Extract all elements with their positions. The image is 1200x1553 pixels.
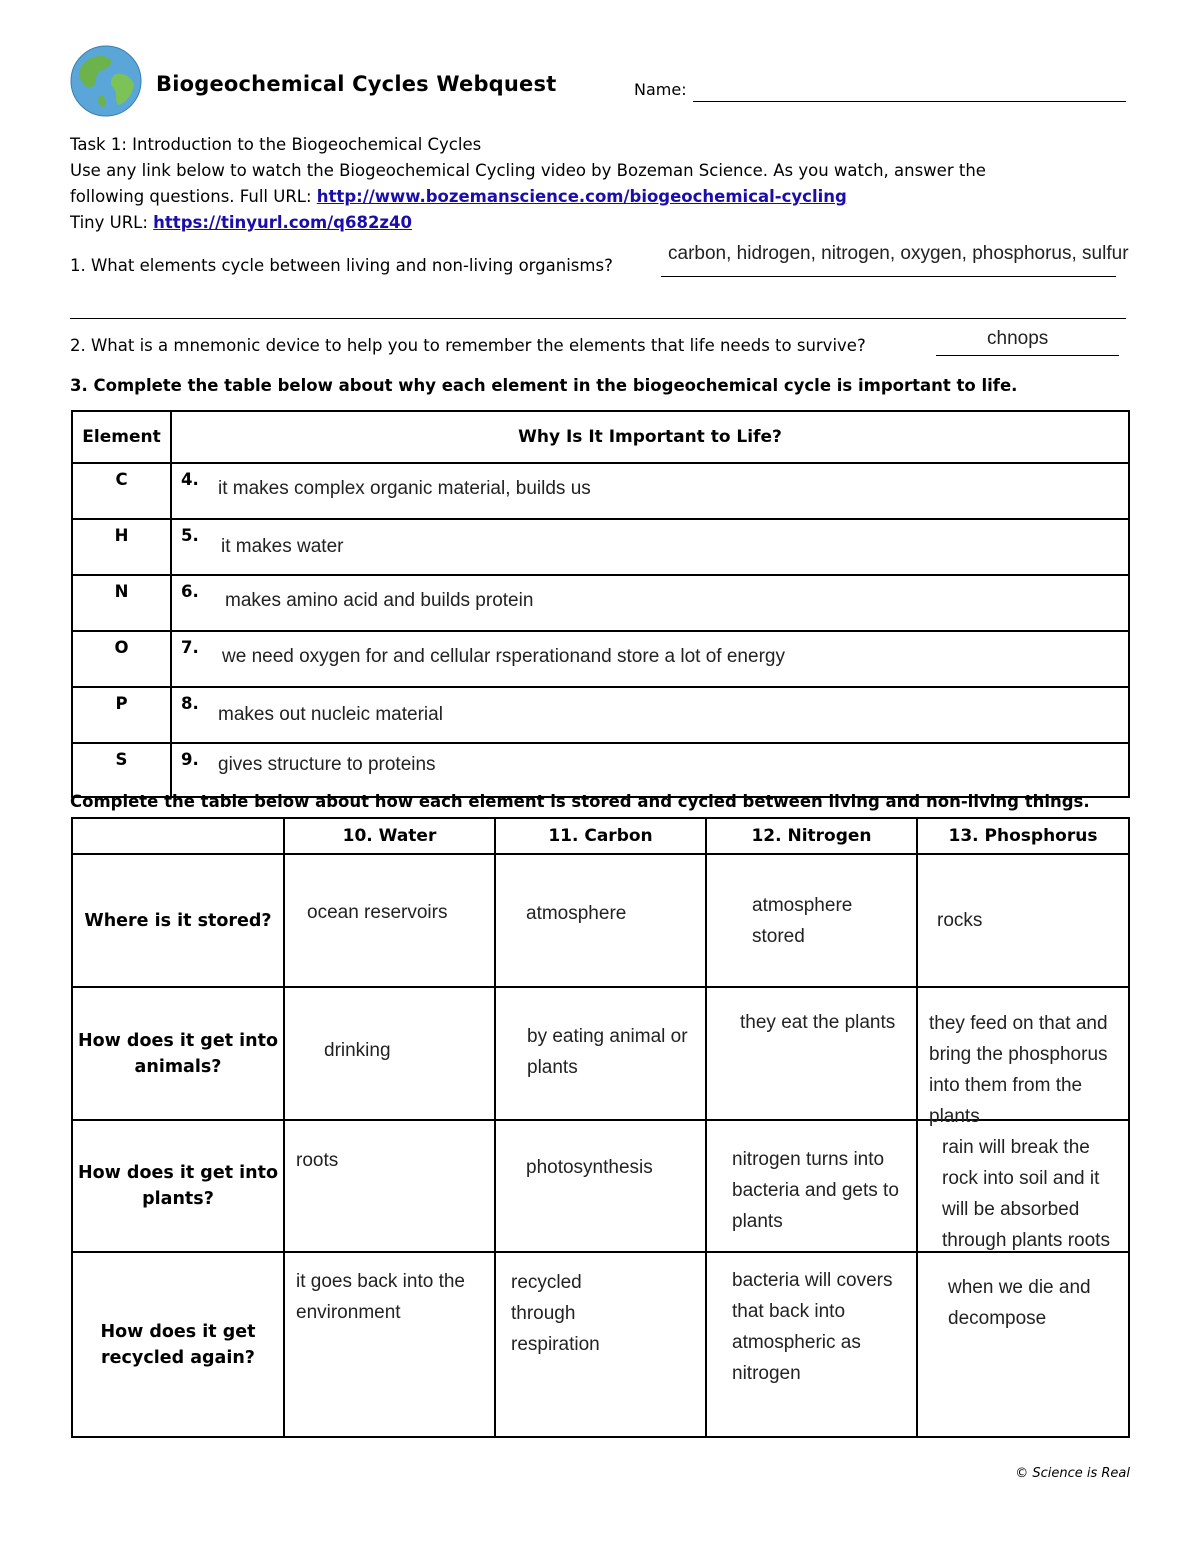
- why-cell[interactable]: [171, 463, 1129, 519]
- stored-phosphorus-cell[interactable]: [917, 854, 1129, 987]
- table-row: [72, 1252, 1129, 1437]
- answer-line-1b: [70, 318, 1126, 319]
- question-number: 8.: [181, 694, 199, 713]
- why-answer[interactable]: we need oxygen for and cellular rsperationand store a lot of energy: [222, 646, 785, 667]
- table2-intro: Complete the table below about how each element is stored and cycled between living and non-living things.: [70, 792, 1090, 811]
- plants-carbon[interactable]: photosynthesis: [526, 1157, 653, 1178]
- cycle-table: [71, 817, 1130, 1438]
- plants-phosphorus[interactable]: rain will break the rock into soil and it will be absorbed through plants roots: [942, 1137, 1110, 1251]
- tiny-url-link[interactable]: https://tinyurl.com/q682z40: [153, 213, 412, 232]
- animals-nitrogen[interactable]: they eat the plants: [740, 1012, 896, 1033]
- stored-carbon[interactable]: atmosphere: [526, 903, 627, 924]
- header-phosphorus: 13. Phosphorus: [917, 818, 1129, 854]
- plants-phosphorus-cell[interactable]: [917, 1120, 1129, 1252]
- header-nitrogen: 12. Nitrogen: [706, 818, 917, 854]
- animals-phosphorus-cell[interactable]: [917, 987, 1129, 1127]
- why-cell[interactable]: [171, 631, 1129, 687]
- header-water: 10. Water: [284, 818, 495, 854]
- question-2: 2. What is a mnemonic device to help you to remember the elements that life needs to survive?: [70, 336, 866, 355]
- row-label-stored: Where is it stored?: [72, 854, 284, 987]
- question-1: 1. What elements cycle between living and non-living organisms?: [70, 256, 613, 275]
- name-label: Name:: [634, 80, 687, 99]
- recycled-carbon-cell[interactable]: [495, 1252, 706, 1437]
- recycled-nitrogen[interactable]: bacteria will covers that back into atmospheric as nitrogen: [732, 1270, 893, 1384]
- stored-nitrogen-cell[interactable]: [706, 854, 917, 987]
- plants-water-cell[interactable]: [284, 1120, 495, 1252]
- animals-phosphorus[interactable]: they feed on that and bring the phosphorus into them from the plants: [929, 1013, 1108, 1127]
- task-intro: [70, 132, 986, 236]
- question-number: 6.: [181, 582, 199, 601]
- recycled-water-cell[interactable]: [284, 1252, 495, 1437]
- recycled-phosphorus[interactable]: when we die and decompose: [948, 1277, 1091, 1329]
- element-importance-table: [71, 410, 1130, 798]
- table-row: [72, 1120, 1129, 1252]
- page-title: Biogeochemical Cycles Webquest: [156, 72, 557, 96]
- stored-nitrogen[interactable]: atmosphere stored: [752, 895, 853, 947]
- element-cell: S: [72, 743, 171, 797]
- animals-carbon-cell[interactable]: [495, 987, 706, 1120]
- element-cell: H: [72, 519, 171, 575]
- element-cell: N: [72, 575, 171, 631]
- plants-nitrogen[interactable]: nitrogen turns into bacteria and gets to plants: [732, 1149, 899, 1232]
- recycled-nitrogen-cell[interactable]: [706, 1252, 917, 1437]
- task-instructions: Use any link below to watch the Biogeochemical Cycling video by Bozeman Science. As you watch, answer the: [70, 161, 986, 180]
- element-cell: C: [72, 463, 171, 519]
- answer-1[interactable]: carbon, hidrogen, nitrogen, oxygen, phosphorus, sulfur: [668, 243, 1129, 264]
- recycled-water[interactable]: it goes back into the environment: [296, 1271, 465, 1323]
- why-cell[interactable]: [171, 519, 1129, 575]
- why-cell[interactable]: [171, 743, 1129, 797]
- table-row: [72, 631, 1129, 687]
- answer-2[interactable]: chnops: [987, 328, 1049, 349]
- stored-water[interactable]: ocean reservoirs: [307, 902, 448, 923]
- plants-nitrogen-cell[interactable]: [706, 1120, 917, 1252]
- earth-globe-icon: [70, 45, 142, 117]
- question-number: 4.: [181, 470, 199, 489]
- why-cell[interactable]: [171, 687, 1129, 743]
- why-answer[interactable]: it makes water: [221, 536, 344, 557]
- row-label-recycled: How does it get recycled again?: [72, 1252, 284, 1437]
- tiny-url-label: Tiny URL:: [70, 213, 154, 232]
- recycled-phosphorus-cell[interactable]: [917, 1252, 1129, 1437]
- stored-carbon-cell[interactable]: [495, 854, 706, 987]
- header-element: Element: [72, 411, 171, 463]
- animals-water[interactable]: drinking: [324, 1040, 391, 1061]
- question-number: 7.: [181, 638, 199, 657]
- row-label-plants: How does it get into plants?: [72, 1120, 284, 1252]
- stored-phosphorus[interactable]: rocks: [937, 910, 983, 931]
- why-answer[interactable]: gives structure to proteins: [218, 754, 436, 775]
- table-row: [72, 854, 1129, 987]
- table-row: [72, 463, 1129, 519]
- animals-nitrogen-cell[interactable]: [706, 987, 917, 1120]
- header-blank: [72, 818, 284, 854]
- animals-carbon[interactable]: by eating animal or plants: [527, 1026, 688, 1078]
- question-number: 5.: [181, 526, 199, 545]
- footer-credit: © Science is Real: [1015, 1466, 1130, 1481]
- why-answer[interactable]: makes amino acid and builds protein: [225, 590, 534, 611]
- plants-water[interactable]: roots: [296, 1150, 339, 1171]
- full-url-link[interactable]: http://www.bozemanscience.com/biogeochemical-cycling: [316, 187, 847, 206]
- plants-carbon-cell[interactable]: [495, 1120, 706, 1252]
- task-instructions-2: following questions. Full URL:: [70, 187, 317, 206]
- why-answer[interactable]: it makes complex organic material, builds us: [218, 478, 591, 499]
- answer-line-2: [936, 355, 1119, 356]
- animals-water-cell[interactable]: [284, 987, 495, 1120]
- recycled-carbon[interactable]: recycled through respiration: [511, 1272, 600, 1355]
- table-row: [72, 575, 1129, 631]
- name-field[interactable]: [693, 101, 1126, 102]
- element-cell: P: [72, 687, 171, 743]
- why-answer[interactable]: makes out nucleic material: [218, 704, 443, 725]
- question-number: 9.: [181, 750, 199, 769]
- table-row: [72, 743, 1129, 797]
- element-cell: O: [72, 631, 171, 687]
- question-3: 3. Complete the table below about why each element in the biogeochemical cycle is important to life.: [70, 376, 1018, 395]
- task-heading: Task 1: Introduction to the Biogeochemical Cycles: [70, 135, 482, 154]
- header-why: Why Is It Important to Life?: [171, 411, 1129, 463]
- answer-line-1: [661, 276, 1116, 277]
- stored-water-cell[interactable]: [284, 854, 495, 987]
- row-label-animals: How does it get into animals?: [72, 987, 284, 1120]
- header-carbon: 11. Carbon: [495, 818, 706, 854]
- table-row: [72, 987, 1129, 1120]
- table-row: [72, 519, 1129, 575]
- table-row: [72, 687, 1129, 743]
- why-cell[interactable]: [171, 575, 1129, 631]
